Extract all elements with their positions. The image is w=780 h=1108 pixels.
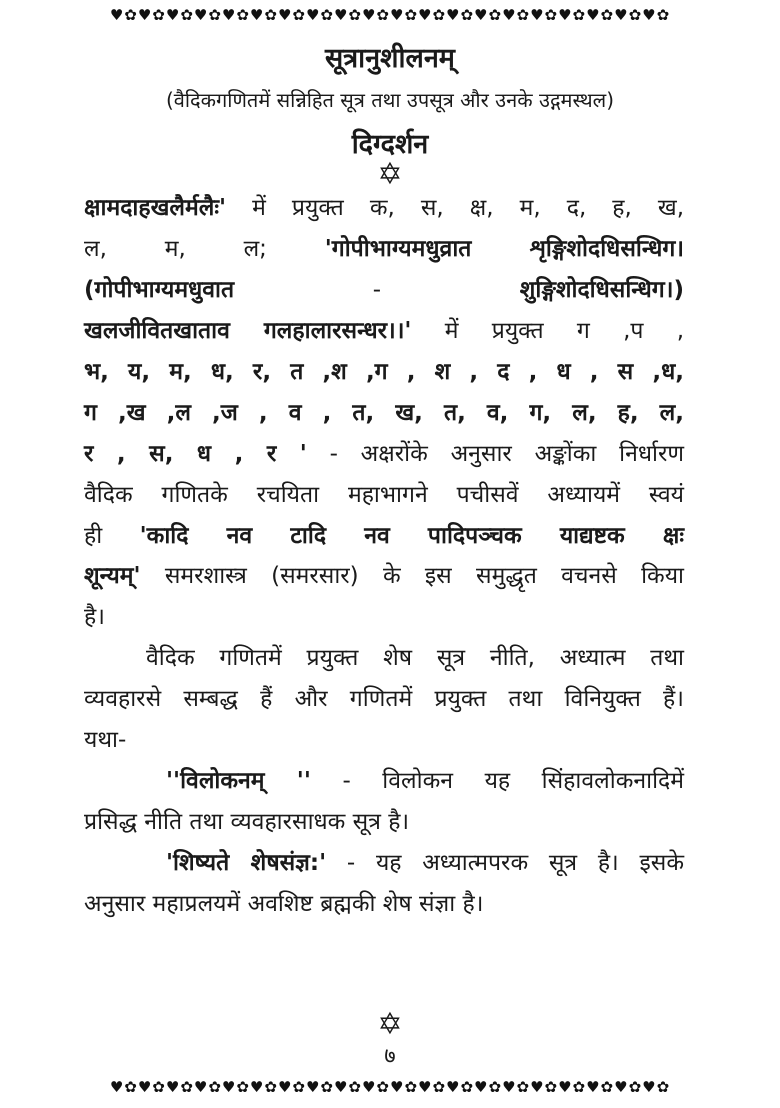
text-line: 'शिष्यते शेषसंज्ञ:' - यह अध्यात्मपरक सूत्र है। इसके — [166, 850, 684, 876]
text-line: (गोपीभाग्यमधुवात - शुङ्गिशोदधिसन्धिग।) — [84, 276, 684, 303]
text-line: क्षामदाहखलैर्मलैः' में प्रयुक्त क, स, क्ष, म, द, ह, ख, — [84, 195, 685, 221]
page-subtitle: (वैदिकगणितमें सन्निहित सूत्र तथा उपसूत्र और उनके उद्गमस्थल) — [165, 88, 615, 112]
text-line: ल, म, ल; 'गोपीभाग्यमधुव्रात शृङ्गिशोदधिसन्धिग। — [84, 235, 685, 262]
text-line: ''विलोकनम् '' - विलोकन यह सिंहावलोकनादिमें — [166, 768, 685, 795]
sutra-quote: 'शिष्यते शेषसंज्ञ:' — [166, 850, 327, 876]
sutra-quote: 'गोपीभाग्यमधुव्रात शृङ्गिशोदधिसन्धिग। — [324, 235, 685, 262]
text-line: ग ,ख ,ल ,ज , व , त, ख, त, व, ग, ल, ह, ल, — [84, 399, 684, 426]
page-title: सूत्रानुशीलनम् — [325, 43, 455, 74]
paragraph-3 — [84, 761, 684, 843]
decorative-border-top: ♥✿♥✿♥✿♥✿♥✿♥✿♥✿♥✿♥✿♥✿♥✿♥✿♥✿♥✿♥✿♥✿♥✿♥✿♥✿♥✿ — [109, 6, 671, 24]
text-line: शून्यम्' समरशास्त्र (समरसार) के इस समुद्धृत वचनसे किया — [84, 563, 684, 590]
page-number: ७ — [384, 1044, 396, 1069]
sutra-quote: (गोपीभाग्यमधुवात — [84, 276, 235, 303]
text-line: यथा- — [84, 727, 127, 754]
text-line: भ, य, म, ध, र, त ,श ,ग , श , द , ध , स ,ध, — [84, 358, 684, 385]
text-line: ही 'कादि नव टादि नव पादिपञ्चक याद्यष्टक क्षः — [84, 522, 684, 549]
text-line: प्रसिद्ध नीति तथा व्यवहारसाधक सूत्र है। — [84, 809, 410, 836]
sutra-quote: ''विलोकनम् '' — [166, 768, 311, 795]
paragraph-1 — [84, 188, 684, 638]
text-line: र , स, ध , र ' - अक्षरोंके अनुसार अङ्कोंका निर्धारण — [84, 440, 685, 467]
paragraph-2 — [84, 638, 684, 761]
star-of-david-icon: ✡ — [377, 1007, 403, 1042]
sutra-quote: खलजीवितखाताव गलहालारसन्धर।।' — [84, 317, 412, 344]
decorative-border-bottom: ♥✿♥✿♥✿♥✿♥✿♥✿♥✿♥✿♥✿♥✿♥✿♥✿♥✿♥✿♥✿♥✿♥✿♥✿♥✿♥✿ — [109, 1078, 671, 1096]
paragraph-4 — [84, 843, 684, 925]
sutra-quote: 'कादि नव टादि नव पादिपञ्चक याद्यष्टक क्षः — [139, 522, 684, 549]
section-title: दिग्दर्शन — [351, 129, 429, 160]
text-line: है। — [84, 604, 105, 631]
sutra-quote: क्षामदाहखलैर्मलैः' — [84, 195, 227, 221]
sutra-quote: शून्यम्' — [84, 563, 141, 590]
text-line: व्यवहारसे सम्बद्ध हैं और गणितमें प्रयुक्त तथा विनियुक्त हैं। — [84, 686, 684, 713]
body-text — [84, 188, 684, 925]
text-line: खलजीवितखाताव गलहालारसन्धर।।' में प्रयुक्त ग ,प , — [84, 317, 685, 344]
star-of-david-icon: ✡ — [377, 157, 403, 192]
text-line: वैदिक गणितमें प्रयुक्त शेष सूत्र नीति, अध्यात्म तथा — [146, 645, 684, 672]
text-line: वैदिक गणितके रचयिता महाभागने पचीसवें अध्यायमें स्वयं — [84, 481, 684, 508]
sutra-quote: शुङ्गिशोदधिसन्धिग।) — [519, 276, 684, 303]
text-line: अनुसार महाप्रलयमें अवशिष्ट ब्रह्मकी शेष संज्ञा है। — [84, 890, 484, 917]
